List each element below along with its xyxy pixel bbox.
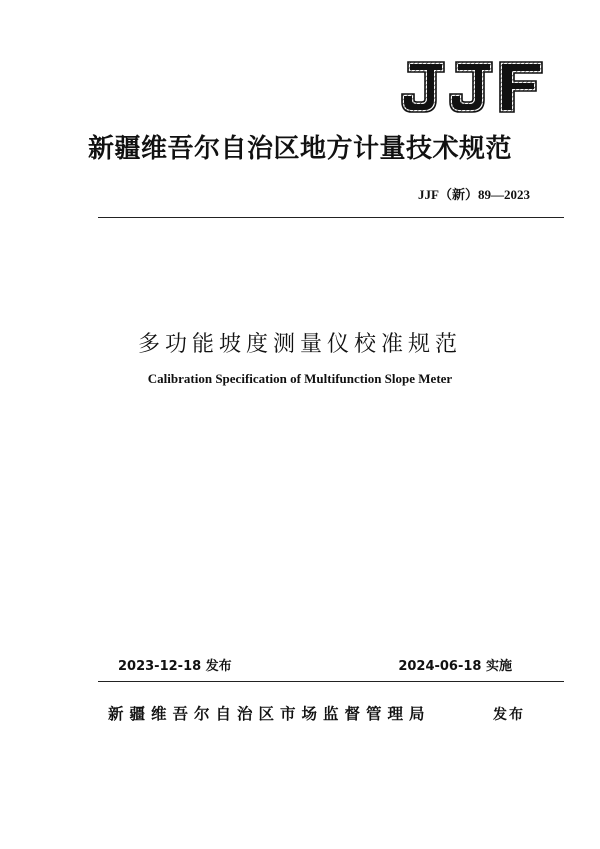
issue-date: 2023-12-18 发布 (118, 659, 232, 674)
document-title-cn: 多功能坡度测量仪校准规范 (137, 332, 462, 357)
document-number: JJF（新）89—2023 (418, 187, 530, 202)
document-title-en: Calibration Specification of Multifunction Slope Meter (147, 371, 453, 386)
implementation-date: 2024-06-18 实施 (398, 659, 512, 674)
footer-divider (98, 681, 564, 682)
jjf-logo-icon (400, 60, 545, 116)
header-divider (98, 217, 564, 218)
publish-label: 发布 (493, 707, 525, 723)
publisher-name: 新疆维吾尔自治区市场监督管理局 (108, 705, 431, 723)
standard-category-title: 新疆维吾尔自治区地方计量技术规范 (87, 134, 512, 164)
